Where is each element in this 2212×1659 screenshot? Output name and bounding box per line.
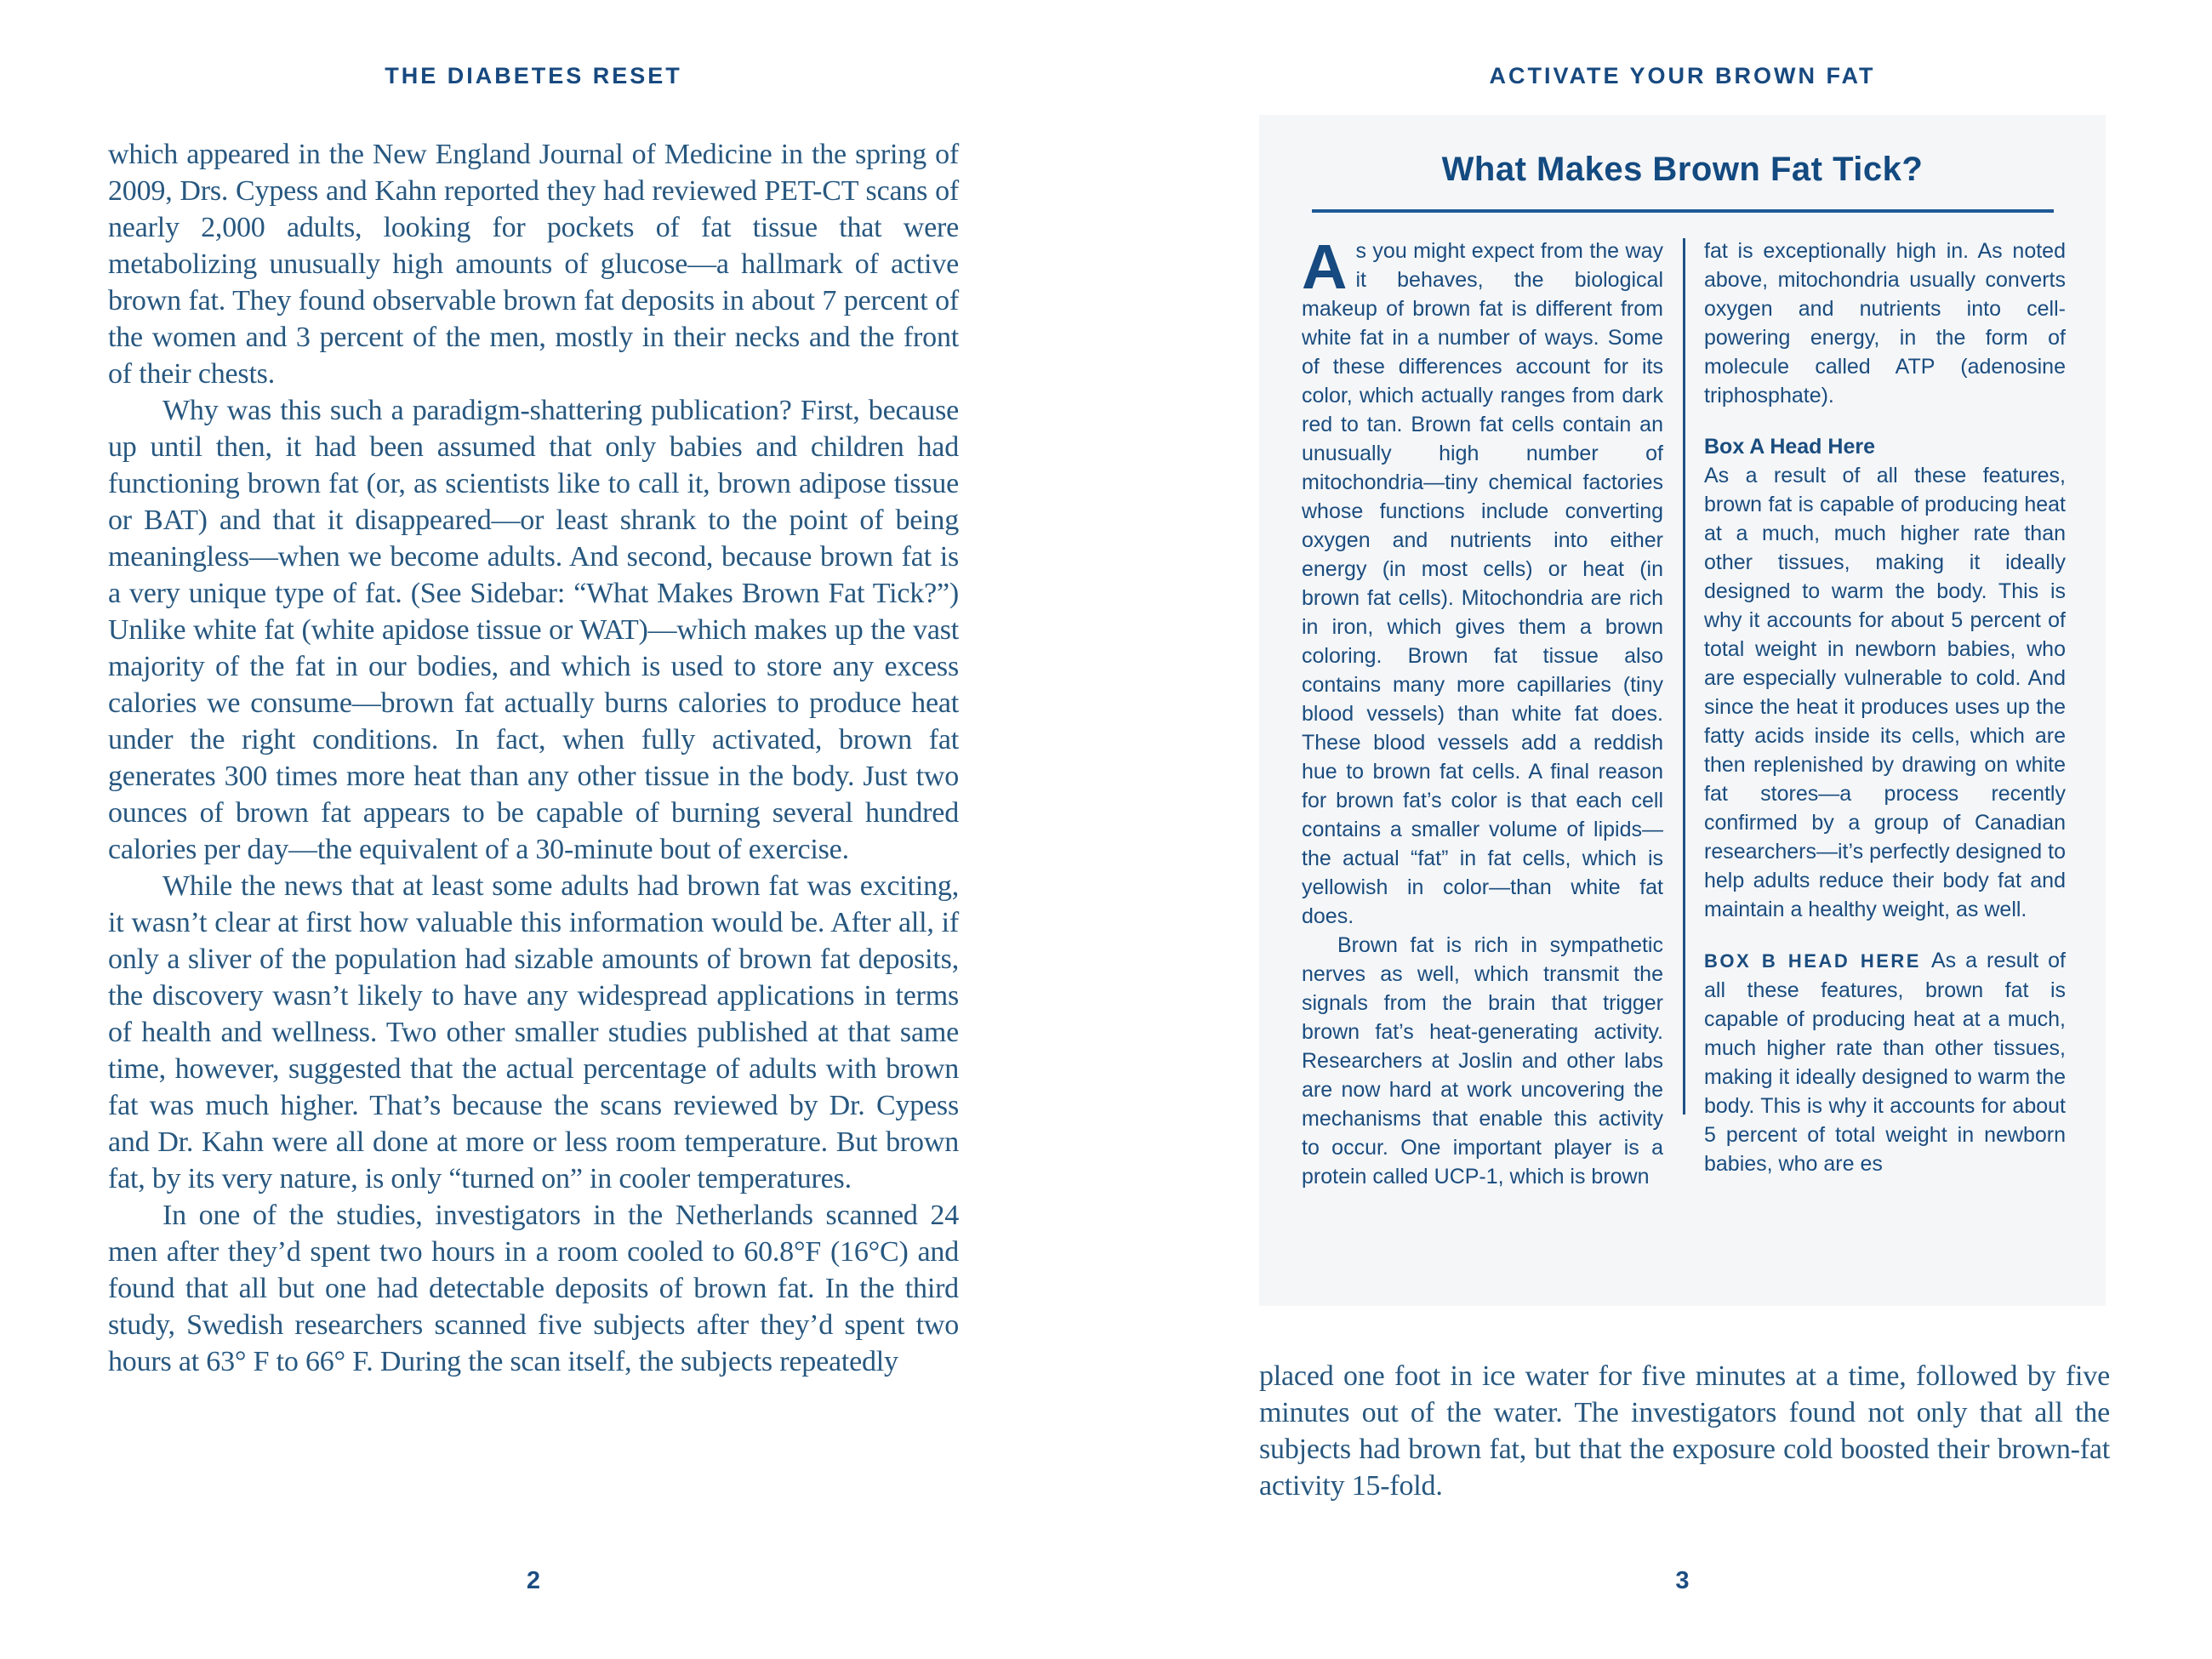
column-divider-rule xyxy=(1683,238,1685,1115)
left-page-body xyxy=(108,136,959,1380)
right-page-body xyxy=(1259,1358,2110,1504)
sidebar-paragraph-text: s you might expect from the way it behaves, the biological makeup of brown fat is different from white fat in a number of ways. Some of these differences account for its color, which actually ranges from dark red to tan. Brown fat cells contain an unusually high number of mitochondria—tiny chemical factories whose functions include converting oxygen and nutrients into either energy (in most cells) or heat (in brown fat cells). Mitochondria are rich in iron, which gives them a brown coloring. Brown fat tissue also contains many more capillaries (tiny blood vessels) than white fat does. These blood vessels add a reddish hue to brown fat cells. A final reason for brown fat’s color is that each cell contains a smaller volume of lipids—the actual “fat” in fat cells, which is yellowish in color—than white fat does. xyxy=(1302,239,1663,928)
sidebar-subheading-a: Box A Head Here xyxy=(1704,435,1875,459)
sidebar-title: What Makes Brown Fat Tick? xyxy=(1441,151,1924,188)
sidebar-paragraph-text: As a result of all these features, brown fat is capable of producing heat at a much, much higher rate than other tissues, making it ideally designed to warm the body. This is why it accounts for about 5 percent of total weight in newborn babies, who are es xyxy=(1704,949,2066,1176)
right-running-head: ACTIVATE YOUR BROWN FAT xyxy=(1489,63,1876,88)
sidebar-paragraph: fat is exceptionally high in. As noted above, mitochondria usually converts oxygen and nutrients into cell-powering energy, in the form of molecule called ATP (adenosine triphosphate). xyxy=(1704,239,2066,408)
sidebar-columns xyxy=(1302,231,2066,1191)
sidebar-column-1 xyxy=(1302,231,1663,1191)
body-paragraph: Why was this such a paradigm-shattering publication? First, because up until then, it had been assumed that only babies and children had functioning brown fat (or, as scientists like to call it, brown adipose tissue or BAT) and that it disappeared—or least shrank to the point of being meaningless—when we become adults. And second, because brown fat is a very unique type of fat. (See Sidebar: “What Makes Brown Fat Tick?”) Unlike white fat (white apidose tissue or WAT)—which makes up the vast majority of the fat in our bodies, and which is used to store any excess calories we consume—brown fat actually burns calories to produce heat under the right conditions. In fact, when fully activated, brown fat generates 300 times more heat than any other tissue in the body. Just two ounces of brown fat appears to be capable of burning several hundred calories per day—the equivalent of a 30-minute bout of exercise. xyxy=(108,395,959,865)
sidebar-paragraph: Brown fat is rich in sympathetic nerves as well, which transmit the signals from the brain that trigger brown fat’s heat-generating activity. Researchers at Joslin and other labs are now hard at work uncovering the mechanisms that enable this activity to occur. One important player is a protein called UCP-1, which is brown xyxy=(1302,933,1663,1189)
body-paragraph: In one of the studies, investigators in the Netherlands scanned 24 men after they’d spent two hours in a room cooled to 60.8°F (16°C) and found that all but one had detectable deposits of brown fat. In the third study, Swedish researchers scanned five subjects after they’d spent two hours at 63° F to 66° F. During the scan itself, the subjects repeatedly xyxy=(108,1200,959,1377)
left-running-head: THE DIABETES RESET xyxy=(385,63,682,88)
body-paragraph: placed one foot in ice water for five minutes at a time, followed by five minutes out of the water. The investigators found not only that all the subjects had brown fat, but that the exposure cold boosted their brown-fat activity 15-fold. xyxy=(1259,1360,2110,1502)
sidebar-paragraph xyxy=(1302,231,1663,931)
drop-cap: A xyxy=(1302,231,1348,302)
body-paragraph: While the news that at least some adults had brown fat was exciting, it wasn’t clear at first how valuable this information would be. After all, if only a sliver of the population had sizable amounts of brown fat deposits, the discovery wasn’t likely to have any widespread applications in terms of health and wellness. Two other smaller studies published at that same time, however, suggested that the actual percentage of adults with brown fat was much higher. That’s because the scans reviewed by Dr. Cypess and Dr. Kahn were all done at more or less room temperature. But brown fat, by its very nature, is only “turned on” in cooler temperatures. xyxy=(108,870,959,1194)
sidebar-subheading-b: BOX B HEAD HERE xyxy=(1704,950,1921,972)
right-page-number: 3 xyxy=(1675,1567,1690,1594)
sidebar-column-2 xyxy=(1704,237,2066,1191)
left-page-number: 2 xyxy=(526,1567,541,1594)
sidebar-title-rule xyxy=(1312,209,2054,213)
sidebar-paragraph: As a result of all these features, brown fat is capable of producing heat at a much, much higher rate than other tissues, making it ideally designed to warm the body. This is why it accounts for about 5 percent of total weight in newborn babies, who are especially vulnerable to cold. And since the heat it produces uses up the fatty acids inside its cells, which are then replenished by drawing on white fat stores—a process recently confirmed by a group of Canadian researchers—it’s perfectly designed to help adults reduce their body fat and maintain a healthy weight, as well. xyxy=(1704,464,2066,921)
body-paragraph: which appeared in the New England Journal of Medicine in the spring of 2009, Drs. Cypess and Kahn reported they had reviewed PET-CT scans of nearly 2,000 adults, looking for pockets of fat tissue that were metabolizing unusually high amounts of glucose—a hallmark of active brown fat. They found observable brown fat deposits in about 7 percent of the women and 3 percent of the men, mostly in their necks and the front of their chests. xyxy=(108,139,959,390)
sidebar-box xyxy=(1259,115,2106,1306)
sidebar-paragraph xyxy=(1704,946,2066,1178)
